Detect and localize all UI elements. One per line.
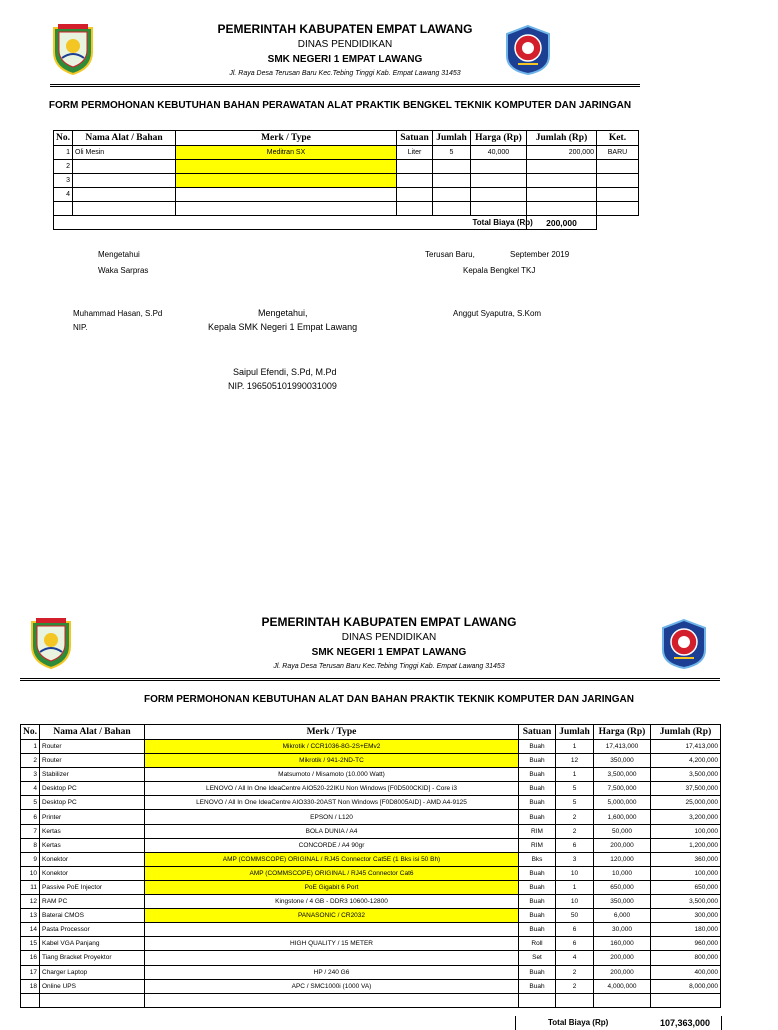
- table-row: [21, 965, 721, 979]
- form-title: FORM PERMOHONAN KEBUTUHAN BAHAN PERAWATAN ALAT PRAKTIK BENGKEL TEKNIK KOMPUTER DAN JARINGAN: [48, 100, 632, 111]
- total-label: Total Biaya (Rp): [548, 1018, 609, 1027]
- cell-merk: Mikrotik / CCR1036-8G-2S+EMv2: [145, 740, 519, 754]
- cell-harga: 17,413,000: [594, 740, 651, 754]
- cell-satuan: [397, 174, 433, 188]
- cell-nama: Desktop PC: [40, 782, 145, 796]
- cell-merk: APC / SMC1000i (1000 VA): [145, 979, 519, 993]
- cell-empty: [54, 216, 471, 230]
- cell-total: 17,413,000: [651, 740, 721, 754]
- table-row: [54, 174, 639, 188]
- col-header: Harga (Rp): [594, 725, 651, 740]
- cell-total: 960,000: [651, 937, 721, 951]
- cell-nama: [73, 188, 176, 202]
- cell-merk: PoE Gigabit 6 Port: [145, 880, 519, 894]
- cell-satuan: RIM: [519, 838, 556, 852]
- cell-empty: [145, 993, 519, 1007]
- cell-nama: Kertas: [40, 824, 145, 838]
- cell-nama: [73, 174, 176, 188]
- cell-harga: [471, 188, 527, 202]
- cell-merk: [176, 160, 397, 174]
- cell-harga: 50,000: [594, 824, 651, 838]
- cell-total: 400,000: [651, 965, 721, 979]
- cell-empty: [176, 202, 397, 216]
- cell-merk: AMP (COMMSCOPE) ORIGINAL / RJ45 Connector Cat5E (1 Bks isi 50 Bh): [145, 852, 519, 866]
- cell-nama: Stabilizer: [40, 768, 145, 782]
- cell-jumlah: 3: [556, 852, 594, 866]
- cell-harga: 5,000,000: [594, 796, 651, 810]
- cell-merk: PANASONIC / CR2032: [145, 909, 519, 923]
- table-header-row: [21, 725, 721, 740]
- cell-empty: [597, 202, 639, 216]
- school-address: Jl. Raya Desa Terusan Baru Kec.Tebing Tinggi Kab. Empat Lawang 31453: [273, 663, 505, 670]
- cell-harga: 6,000: [594, 909, 651, 923]
- cell-jumlah: [433, 160, 471, 174]
- cell-jumlah: 6: [556, 838, 594, 852]
- gov-title: PEMERINTAH KABUPATEN EMPAT LAWANG: [217, 22, 473, 36]
- cell-nama: Kabel VGA Panjang: [40, 937, 145, 951]
- cell-nama: Online UPS: [40, 979, 145, 993]
- cell-harga: 200,000: [594, 838, 651, 852]
- form-title: FORM PERMOHONAN KEBUTUHAN ALAT DAN BAHAN PRAKTIK TEKNIK KOMPUTER DAN JARINGAN: [144, 694, 634, 705]
- cell-no: 6: [21, 810, 40, 824]
- cell-harga: 650,000: [594, 880, 651, 894]
- cell-jumlah: 5: [433, 146, 471, 160]
- cell-nama: Router: [40, 754, 145, 768]
- cell-nama: Pasta Processor: [40, 923, 145, 937]
- dept-title: DINAS PENDIDIKAN: [341, 632, 437, 643]
- cell-total: 3,500,000: [651, 768, 721, 782]
- cell-no: 4: [21, 782, 40, 796]
- table-row: [21, 866, 721, 880]
- cell-satuan: Buah: [519, 880, 556, 894]
- cell-jumlah: 2: [556, 824, 594, 838]
- cell-satuan: Set: [519, 951, 556, 965]
- cell-harga: [471, 174, 527, 188]
- cell-no: 16: [21, 951, 40, 965]
- cell-no: 1: [21, 740, 40, 754]
- col-header: Nama Alat / Bahan: [40, 725, 145, 740]
- cell-jumlah: [433, 188, 471, 202]
- cell-no: 18: [21, 979, 40, 993]
- cell-merk: [176, 174, 397, 188]
- table-row: [21, 937, 721, 951]
- table-row: [21, 810, 721, 824]
- table-row: [54, 188, 639, 202]
- cell-no: 5: [21, 796, 40, 810]
- cell-no: 17: [21, 965, 40, 979]
- col-header: No.: [21, 725, 40, 740]
- table-header-row: [54, 131, 639, 146]
- cell-empty: [597, 216, 639, 230]
- form-2-table: [20, 724, 721, 1008]
- cell-nama: Tiang Bracket Proyektor: [40, 951, 145, 965]
- cell-empty: [651, 993, 721, 1007]
- cell-no: 3: [21, 768, 40, 782]
- cell-jumlah: 12: [556, 754, 594, 768]
- table-row: [21, 993, 721, 1007]
- cell-satuan: Buah: [519, 965, 556, 979]
- cell-empty: [21, 993, 40, 1007]
- cell-satuan: Buah: [519, 923, 556, 937]
- cell-no: 3: [54, 174, 73, 188]
- cell-merk: Mikrotik / 941-2ND-TC: [145, 754, 519, 768]
- table-row: [21, 951, 721, 965]
- col-header: No.: [54, 131, 73, 146]
- cell-jumlah: 5: [556, 782, 594, 796]
- cell-jumlah: 5: [556, 796, 594, 810]
- cell-merk: LENOVO / All In One IdeaCentre AIO520-22IKU Non Windows [F0D500CKID] - Core i3: [145, 782, 519, 796]
- cell-satuan: Liter: [397, 146, 433, 160]
- sign-kepala-sekolah: Kepala SMK Negeri 1 Empat Lawang: [208, 322, 358, 332]
- cell-harga: 3,500,000: [594, 768, 651, 782]
- cell-no: 7: [21, 824, 40, 838]
- col-header: Jumlah (Rp): [651, 725, 721, 740]
- cell-total: 100,000: [651, 866, 721, 880]
- cell-empty: [556, 993, 594, 1007]
- cell-merk: CONCORDE / A4 90gr: [145, 838, 519, 852]
- cell-harga: 160,000: [594, 937, 651, 951]
- cell-no: 14: [21, 923, 40, 937]
- school-title: SMK NEGERI 1 EMPAT LAWANG: [267, 54, 423, 65]
- cell-total: 3,200,000: [651, 810, 721, 824]
- cell-nama: Passive PoE Injector: [40, 880, 145, 894]
- cell-empty: [40, 993, 145, 1007]
- col-header: Jumlah (Rp): [527, 131, 597, 146]
- cell-empty: [594, 993, 651, 1007]
- cell-jumlah: 10: [556, 866, 594, 880]
- gov-title: PEMERINTAH KABUPATEN EMPAT LAWANG: [261, 615, 517, 629]
- cell-satuan: Buah: [519, 909, 556, 923]
- cell-satuan: Buah: [519, 768, 556, 782]
- cell-jumlah: 2: [556, 979, 594, 993]
- sign-mengetahui-kepsek: Mengetahui,: [258, 308, 308, 318]
- cell-jumlah: 4: [556, 951, 594, 965]
- cell-jumlah: 6: [556, 923, 594, 937]
- cell-merk: [145, 923, 519, 937]
- cell-satuan: Buah: [519, 754, 556, 768]
- cell-nama: Baterai CMOS: [40, 909, 145, 923]
- table-row: [54, 160, 639, 174]
- cell-harga: 350,000: [594, 895, 651, 909]
- cell-jumlah: 6: [556, 937, 594, 951]
- cell-satuan: Buah: [519, 866, 556, 880]
- table-row: [21, 852, 721, 866]
- form-1-table: [53, 130, 639, 230]
- cell-nama: Konektor: [40, 852, 145, 866]
- cell-ket: [597, 174, 639, 188]
- cell-total: [527, 174, 597, 188]
- cell-nama: Charger Laptop: [40, 965, 145, 979]
- cell-nama: Konektor: [40, 866, 145, 880]
- cell-harga: 10,000: [594, 866, 651, 880]
- cell-no: 10: [21, 866, 40, 880]
- table-row: [21, 923, 721, 937]
- cell-harga: [471, 160, 527, 174]
- cell-nama: Router: [40, 740, 145, 754]
- cell-nama: Printer: [40, 810, 145, 824]
- total-value: 107,363,000: [660, 1018, 711, 1028]
- cell-total: 800,000: [651, 951, 721, 965]
- cell-nama: Kertas: [40, 838, 145, 852]
- cell-merk: HIGH QUALITY / 15 METER: [145, 937, 519, 951]
- cell-total: 300,000: [651, 909, 721, 923]
- total-value: 200,000: [527, 216, 597, 230]
- col-header: Merk / Type: [176, 131, 397, 146]
- cell-satuan: [397, 188, 433, 202]
- page-2: [0, 600, 768, 1028]
- cell-ket: BARU: [597, 146, 639, 160]
- cell-merk: [176, 188, 397, 202]
- cell-empty: [519, 993, 556, 1007]
- cell-merk: Matsumoto / Misamoto (10.000 Watt): [145, 768, 519, 782]
- table-row: [21, 796, 721, 810]
- cell-empty: [397, 202, 433, 216]
- cell-total: 8,000,000: [651, 979, 721, 993]
- cell-harga: 1,600,000: [594, 810, 651, 824]
- cell-harga: 200,000: [594, 951, 651, 965]
- cell-jumlah: 1: [556, 768, 594, 782]
- table-row: [21, 838, 721, 852]
- col-header: Harga (Rp): [471, 131, 527, 146]
- sign-kepala-bengkel: Kepala Bengkel TKJ: [463, 266, 536, 275]
- sign-date: September 2019: [510, 250, 570, 259]
- table-row: [21, 909, 721, 923]
- cell-no: 2: [21, 754, 40, 768]
- cell-satuan: Bks: [519, 852, 556, 866]
- cell-harga: 120,000: [594, 852, 651, 866]
- cell-merk: Kingstone / 4 GB - DDR3 10600-12800: [145, 895, 519, 909]
- col-header: Ket.: [597, 131, 639, 146]
- cell-jumlah: [433, 174, 471, 188]
- cell-ket: [597, 160, 639, 174]
- cell-satuan: Buah: [519, 810, 556, 824]
- cell-jumlah: 2: [556, 810, 594, 824]
- col-header: Satuan: [519, 725, 556, 740]
- cell-merk: AMP (COMMSCOPE) ORIGINAL / RJ45 Connector Cat6: [145, 866, 519, 880]
- col-header: Satuan: [397, 131, 433, 146]
- table-row: [54, 146, 639, 160]
- cell-total: 360,000: [651, 852, 721, 866]
- cell-satuan: [397, 160, 433, 174]
- sign-nip: NIP.: [73, 323, 88, 332]
- total-row: [54, 216, 639, 230]
- cell-harga: 40,000: [471, 146, 527, 160]
- cell-empty: [54, 202, 73, 216]
- cell-satuan: RIM: [519, 824, 556, 838]
- cell-satuan: Roll: [519, 937, 556, 951]
- table-row: [21, 880, 721, 894]
- cell-harga: 200,000: [594, 965, 651, 979]
- cell-merk: LENOVO / All In One IdeaCentre AIO330-20AST Non Windows [F0D8005AID] - AMD A4-9125: [145, 796, 519, 810]
- table-row: [54, 202, 639, 216]
- cell-ket: [597, 188, 639, 202]
- table-row: [21, 824, 721, 838]
- cell-harga: 7,500,000: [594, 782, 651, 796]
- cell-total: 25,000,000: [651, 796, 721, 810]
- school-address: Jl. Raya Desa Terusan Baru Kec.Tebing Tinggi Kab. Empat Lawang 31453: [229, 70, 461, 77]
- cell-merk: [145, 951, 519, 965]
- cell-no: 1: [54, 146, 73, 160]
- cell-jumlah: 50: [556, 909, 594, 923]
- cell-merk: EPSON / L120: [145, 810, 519, 824]
- cell-no: 2: [54, 160, 73, 174]
- cell-satuan: Buah: [519, 979, 556, 993]
- cell-total: 200,000: [527, 146, 597, 160]
- sign-mengetahui: Mengetahui: [98, 250, 140, 259]
- cell-total: 650,000: [651, 880, 721, 894]
- cell-satuan: Buah: [519, 740, 556, 754]
- school-title: SMK NEGERI 1 EMPAT LAWANG: [311, 647, 467, 658]
- cell-total: 100,000: [651, 824, 721, 838]
- cell-merk: Meditran SX: [176, 146, 397, 160]
- sign-name-waka: Muhammad Hasan, S.Pd: [73, 309, 163, 318]
- table-row: [21, 979, 721, 993]
- cell-harga: 4,000,000: [594, 979, 651, 993]
- cell-empty: [433, 202, 471, 216]
- cell-harga: 30,000: [594, 923, 651, 937]
- total-label: Total Biaya (Rp): [471, 216, 527, 230]
- cell-total: 3,500,000: [651, 895, 721, 909]
- cell-no: 13: [21, 909, 40, 923]
- cell-jumlah: 1: [556, 880, 594, 894]
- cell-jumlah: 1: [556, 740, 594, 754]
- table-row: [21, 754, 721, 768]
- cell-no: 8: [21, 838, 40, 852]
- col-header: Merk / Type: [145, 725, 519, 740]
- cell-merk: BOLA DUNIA / A4: [145, 824, 519, 838]
- cell-harga: 350,000: [594, 754, 651, 768]
- header-divider: [50, 84, 640, 87]
- cell-empty: [527, 202, 597, 216]
- cell-no: 4: [54, 188, 73, 202]
- table-row: [21, 782, 721, 796]
- cell-total: 180,000: [651, 923, 721, 937]
- col-header: Jumlah: [556, 725, 594, 740]
- cell-nama: [73, 160, 176, 174]
- sign-waka: Waka Sarpras: [98, 266, 149, 275]
- sign-name-kepsek: Saipul Efendi, S.Pd, M.Pd: [233, 367, 337, 377]
- cell-empty: [471, 202, 527, 216]
- cell-nama: Oli Mesin: [73, 146, 176, 160]
- sign-nip-kepsek: NIP. 196505101990031009: [228, 381, 337, 391]
- col-header: Jumlah: [433, 131, 471, 146]
- dept-title: DINAS PENDIDIKAN: [297, 39, 393, 50]
- cell-merk: HP / 240 G6: [145, 965, 519, 979]
- col-header: Nama Alat / Bahan: [73, 131, 176, 146]
- cell-jumlah: 2: [556, 965, 594, 979]
- cell-total: [527, 160, 597, 174]
- cell-jumlah: 10: [556, 895, 594, 909]
- cell-no: 15: [21, 937, 40, 951]
- cell-empty: [73, 202, 176, 216]
- cell-no: 9: [21, 852, 40, 866]
- header-divider: [20, 678, 720, 681]
- cell-no: 12: [21, 895, 40, 909]
- cell-total: 37,500,000: [651, 782, 721, 796]
- cell-satuan: Buah: [519, 782, 556, 796]
- table-row: [21, 895, 721, 909]
- table-row: [21, 740, 721, 754]
- table-row: [21, 768, 721, 782]
- cell-total: 4,200,000: [651, 754, 721, 768]
- cell-total: [527, 188, 597, 202]
- cell-no: 11: [21, 880, 40, 894]
- cell-nama: Desktop PC: [40, 796, 145, 810]
- cell-total: 1,200,000: [651, 838, 721, 852]
- cell-satuan: Buah: [519, 796, 556, 810]
- cell-nama: RAM PC: [40, 895, 145, 909]
- cell-satuan: Buah: [519, 895, 556, 909]
- sign-name-kabeng: Anggut Syaputra, S.Kom: [453, 309, 542, 318]
- sign-place: Terusan Baru,: [425, 250, 475, 259]
